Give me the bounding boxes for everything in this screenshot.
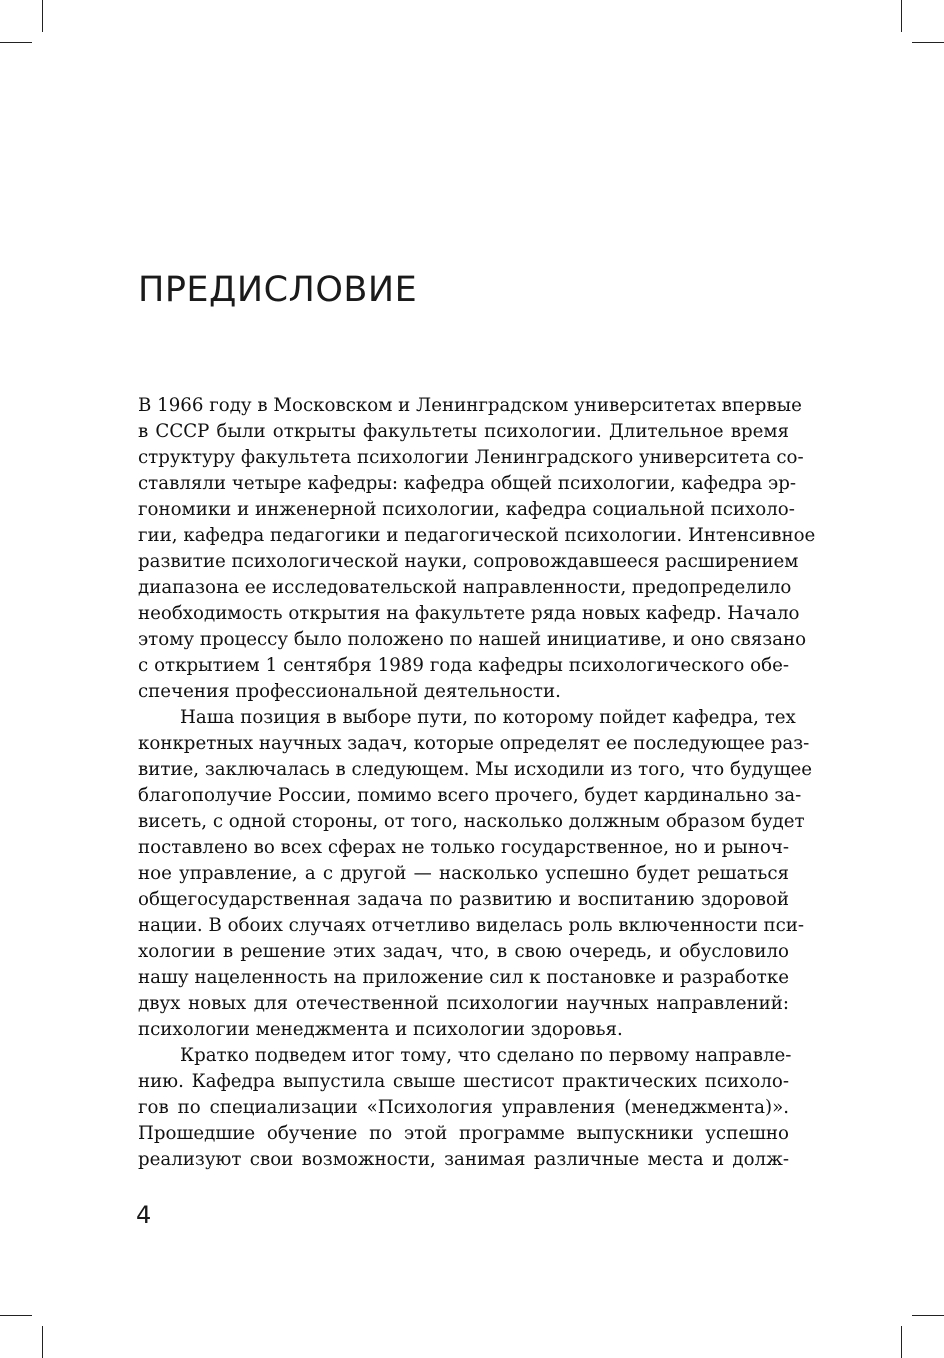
paragraph-3 (138, 1043, 792, 1173)
text-line: этому процессу было положено по нашей инициативе, и оно связано (138, 629, 807, 650)
crop-mark-top-right-horizontal (912, 42, 944, 43)
paragraph-1 (138, 393, 816, 705)
text-line: Кратко подведем итог тому, что сделано по первому направле- (180, 1045, 792, 1066)
text-line: хологии в решение этих задач, что, в свою очередь, и обусловило (138, 941, 789, 962)
text-line: нию. Кафедра выпустила свыше шестисот практических психоло- (138, 1071, 789, 1092)
crop-mark-top-right-vertical (901, 0, 902, 32)
text-line: Наша позиция в выборе пути, по которому пойдет кафедра, тех (180, 707, 796, 728)
text-line: Прошедшие обучение по этой программе выпускники успешно (138, 1123, 789, 1144)
crop-mark-bottom-left-vertical (42, 1326, 43, 1358)
crop-mark-bottom-right-vertical (901, 1326, 902, 1358)
body-text (138, 393, 816, 1173)
text-line: гии, кафедра педагогики и педагогической психологии. Интенсивное (138, 525, 816, 546)
text-line: общегосударственная задача по развитию и воспитанию здоровой (138, 889, 789, 910)
text-line: нашу нацеленность на приложение сил к постановке и разработке (138, 967, 789, 988)
text-line: ставляли четыре кафедры: кафедра общей психологии, кафедра эр- (138, 473, 797, 494)
crop-mark-bottom-left-horizontal (0, 1315, 32, 1316)
text-line: психологии менеджмента и психологии здоровья. (138, 1019, 623, 1040)
text-line: с открытием 1 сентября 1989 года кафедры психологического обе- (138, 655, 789, 676)
text-line: висеть, с одной стороны, от того, насколько должным образом будет (138, 811, 805, 832)
text-line: спечения профессиональной деятельности. (138, 681, 561, 702)
chapter-title: ПРЕДИСЛОВИЕ (138, 270, 418, 310)
text-line: двух новых для отечественной психологии научных направлений: (138, 993, 789, 1014)
text-line: благополучие России, помимо всего прочего, будет кардинально за- (138, 785, 802, 806)
text-line: структуру факультета психологии Ленинградского университета со- (138, 447, 804, 468)
text-line: конкретных научных задач, которые определят ее последующее раз- (138, 733, 810, 754)
text-line: в СССР были открыты факультеты психологии. Длительное время (138, 421, 789, 442)
paragraph-2 (138, 705, 813, 1043)
text-line: нации. В обоих случаях отчетливо виделась роль включенности пси- (138, 915, 805, 936)
page-number: 4 (136, 1201, 152, 1229)
text-line: развитие психологической науки, сопровождавшееся расширением (138, 551, 799, 572)
text-line: витие, заключалась в следующем. Мы исходили из того, что будущее (138, 759, 813, 780)
text-line: гономики и инженерной психологии, кафедра социальной психоло- (138, 499, 795, 520)
text-line: В 1966 году в Московском и Ленинградском университетах впервые (138, 395, 802, 416)
text-line: гов по специализации «Психология управления (менеджмента)». (138, 1097, 789, 1118)
crop-mark-top-left-horizontal (0, 42, 32, 43)
crop-mark-bottom-right-horizontal (912, 1315, 944, 1316)
text-line: поставлено во всех сферах не только государственное, но и рыноч- (138, 837, 789, 858)
crop-mark-top-left-vertical (42, 0, 43, 32)
text-line: необходимость открытия на факультете ряда новых кафедр. Начало (138, 603, 800, 624)
text-line: ное управление, а с другой — насколько успешно будет решаться (138, 863, 789, 884)
text-line: диапазона ее исследовательской направленности, предопределило (138, 577, 792, 598)
text-line: реализуют свои возможности, занимая различные места и долж- (138, 1149, 789, 1170)
